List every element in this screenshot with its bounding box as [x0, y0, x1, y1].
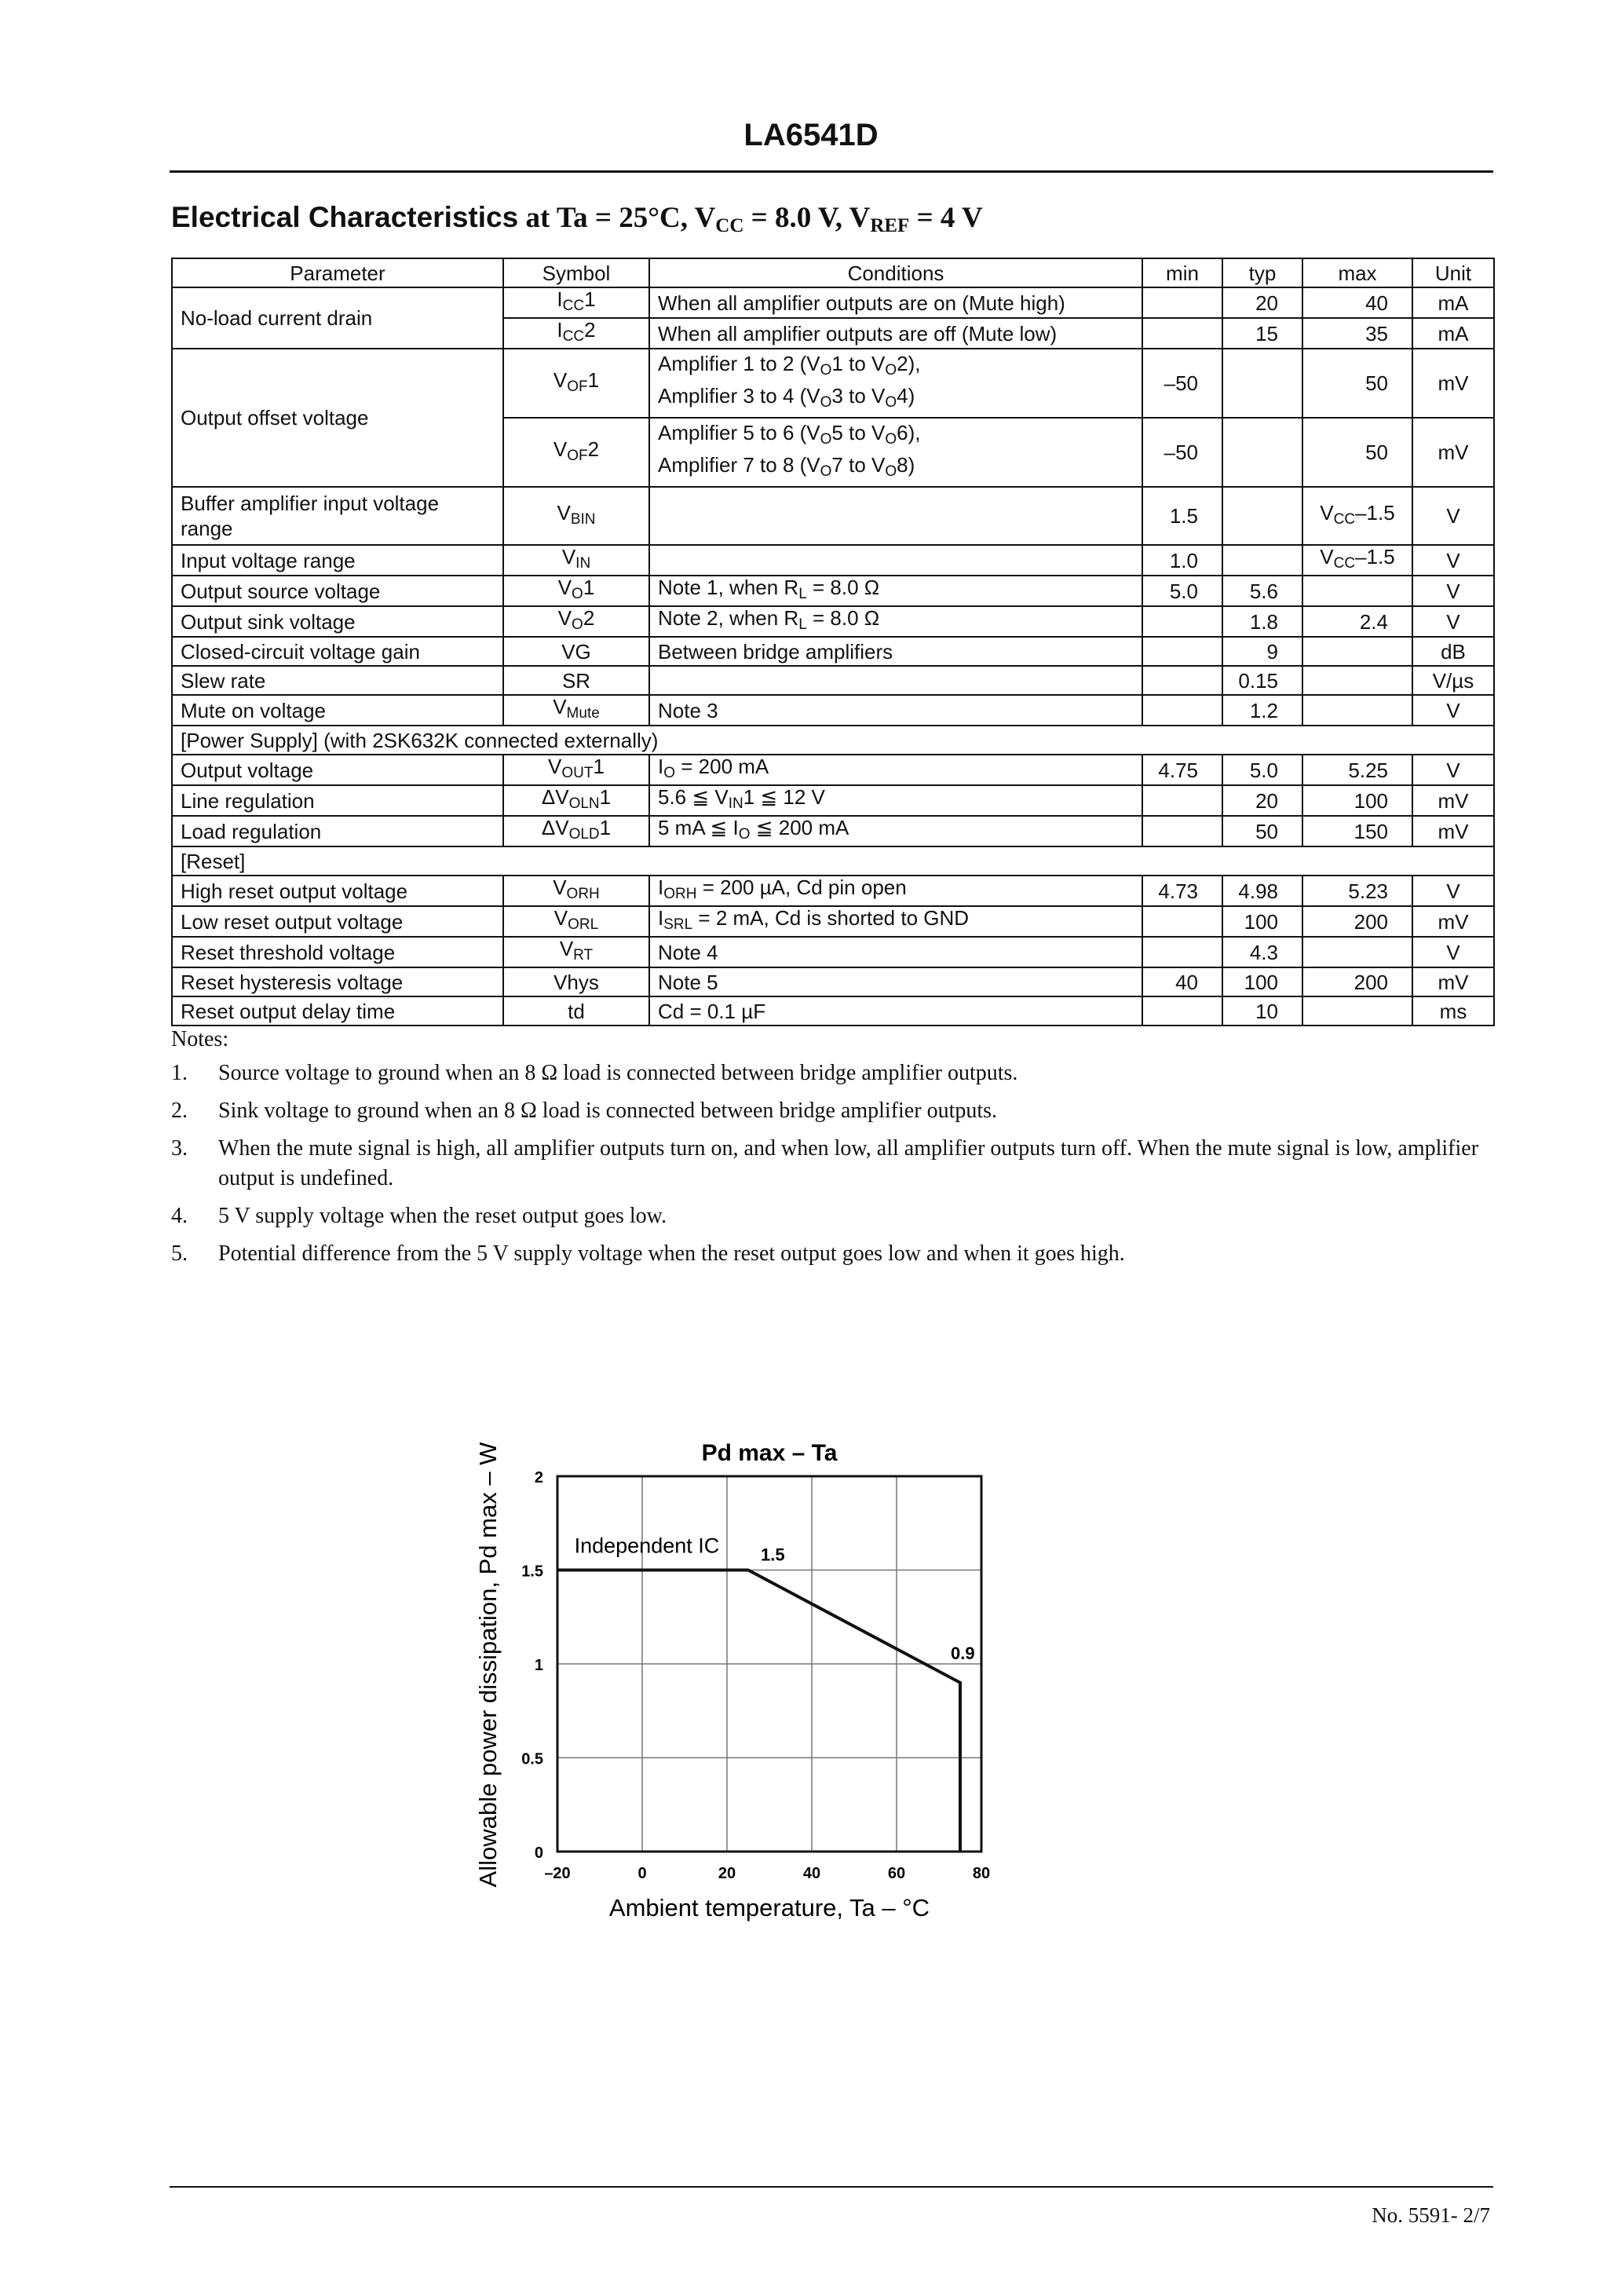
conditions-cell: Amplifier 5 to 6 ($V_O5$ to $V_O6$), Amplifier 7 to 8 ($V_O7$ to $V_O8$) [649, 418, 1142, 487]
min-cell: –50 [1142, 418, 1222, 487]
unit-cell: V [1412, 695, 1494, 726]
min-cell [1142, 695, 1222, 726]
table-row [172, 576, 1494, 606]
typ-cell: 5.0 [1222, 755, 1302, 785]
typ-cell: 50 [1222, 816, 1302, 846]
param-cell: No-load current drain [172, 287, 503, 349]
typ-cell: 10 [1222, 996, 1302, 1026]
min-cell [1142, 937, 1222, 967]
part-number-title: LA6541D [743, 118, 879, 152]
min-cell [1142, 996, 1222, 1026]
symbol-cell: $V_{OUT}1$ [503, 755, 649, 785]
pd-max-ta-chart [455, 1429, 1021, 1963]
note-item: 4. 5 V supply voltage when the reset output goes low. [171, 1204, 667, 1228]
section-title-lead: Electrical Characteristics [171, 201, 519, 233]
table-row [172, 785, 1494, 816]
min-cell [1142, 785, 1222, 816]
table-row [172, 967, 1494, 996]
max-cell [1302, 576, 1412, 606]
notes-section [171, 1027, 1498, 1277]
unit-cell: mV [1412, 816, 1494, 846]
max-cell: 150 [1302, 816, 1412, 846]
param-cell: Slew rate [172, 666, 503, 695]
unit-cell: mA [1412, 318, 1494, 349]
chart-title: Pd max – Ta [701, 1440, 838, 1466]
y-axis-label: Allowable power dissipation, Pd max – W [474, 1442, 502, 1888]
header-symbol: Symbol [503, 258, 649, 287]
symbol-cell: $V_{RT}$ [503, 937, 649, 967]
typ-cell: 20 [1222, 287, 1302, 318]
conditions-cell: $I_{SRL} = 2$ mA, Cd is shorted to GND [649, 906, 1142, 937]
conditions-cell: Note 5 [649, 967, 1142, 996]
min-cell: 4.75 [1142, 755, 1222, 785]
unit-cell: V [1412, 576, 1494, 606]
annotation-label: 1.5 [761, 1545, 785, 1565]
table-row [172, 606, 1494, 637]
symbol-cell: td [503, 996, 649, 1026]
max-cell: 50 [1302, 349, 1412, 418]
y-tick-label: 2 [534, 1469, 543, 1486]
typ-cell [1222, 349, 1302, 418]
power-supply-section-label: [Power Supply] (with 2SK632K connected externally) [172, 726, 1494, 755]
typ-cell: 5.6 [1222, 576, 1302, 606]
table-row [172, 349, 1494, 418]
param-cell: Mute on voltage [172, 695, 503, 726]
conditions-cell: Between bridge amplifiers [649, 637, 1142, 666]
typ-cell: 1.2 [1222, 695, 1302, 726]
y-tick-label: 0.5 [521, 1750, 543, 1768]
symbol-cell: SR [503, 666, 649, 695]
table-row [172, 545, 1494, 576]
param-cell: Output sink voltage [172, 606, 503, 637]
max-cell: 40 [1302, 287, 1412, 318]
unit-cell: mV [1412, 906, 1494, 937]
symbol-cell: $V_{IN}$ [503, 545, 649, 576]
symbol-cell: $V_{BIN}$ [503, 487, 649, 545]
max-cell [1302, 637, 1412, 666]
table-row [172, 816, 1494, 846]
note-item: 2. Sink voltage to ground when an 8 Ω load is connected between bridge amplifier outputs. [171, 1099, 998, 1123]
conditions-cell: $I_{ORH} = 200$ µA, Cd pin open [649, 876, 1142, 906]
unit-cell: V/µs [1412, 666, 1494, 695]
min-cell [1142, 906, 1222, 937]
conditions-cell: $I_O = 200$ mA [649, 755, 1142, 785]
max-cell: 5.25 [1302, 755, 1412, 785]
y-tick-label: 1.5 [521, 1563, 543, 1581]
conditions-cell: Note 3 [649, 695, 1142, 726]
param-cell: Input voltage range [172, 545, 503, 576]
typ-cell [1222, 418, 1302, 487]
section-title [171, 201, 983, 237]
unit-cell: mV [1412, 349, 1494, 418]
max-cell: 200 [1302, 967, 1412, 996]
conditions-cell: Cd = 0.1 µF [649, 996, 1142, 1026]
table-header-row [172, 258, 1494, 287]
conditions-cell: Note 4 [649, 937, 1142, 967]
min-cell: 1.5 [1142, 487, 1222, 545]
param-cell: Output source voltage [172, 576, 503, 606]
table-row [172, 287, 1494, 318]
conditions-cell: When all amplifier outputs are off (Mute low) [649, 318, 1142, 349]
reset-section-label: [Reset] [172, 846, 1494, 876]
max-cell [1302, 996, 1412, 1026]
x-tick-label: 20 [718, 1865, 736, 1882]
max-cell: $V_{CC}-1.5$ [1302, 545, 1412, 576]
typ-cell: 1.8 [1222, 606, 1302, 637]
header-typ: typ [1222, 258, 1302, 287]
table-row [172, 637, 1494, 666]
symbol-cell: $V_{ORH}$ [503, 876, 649, 906]
chart-annotations [761, 1545, 975, 1663]
typ-cell [1222, 545, 1302, 576]
min-cell: 5.0 [1142, 576, 1222, 606]
y-tick-label: 0 [534, 1844, 543, 1862]
symbol-cell: $I_{CC}2$ [503, 318, 649, 349]
typ-cell [1222, 487, 1302, 545]
max-cell: 100 [1302, 785, 1412, 816]
note-item: 1. Source voltage to ground when an 8 Ω load is connected between bridge amplifier outputs. [171, 1061, 1018, 1085]
min-cell [1142, 287, 1222, 318]
typ-cell: 4.98 [1222, 876, 1302, 906]
y-tick-label: 1 [534, 1657, 543, 1674]
param-cell: Reset hysteresis voltage [172, 967, 503, 996]
unit-cell: V [1412, 755, 1494, 785]
conditions-cell: 5 mA ≦ $I_O$ ≦ 200 mA [649, 816, 1142, 846]
min-cell [1142, 637, 1222, 666]
unit-cell: mV [1412, 967, 1494, 996]
unit-cell: dB [1412, 637, 1494, 666]
typ-cell: 20 [1222, 785, 1302, 816]
unit-cell: V [1412, 487, 1494, 545]
symbol-cell: VG [503, 637, 649, 666]
unit-cell: ms [1412, 996, 1494, 1026]
param-cell: Output offset voltage [172, 349, 503, 487]
min-cell [1142, 318, 1222, 349]
min-cell: 40 [1142, 967, 1222, 996]
conditions-cell: Note 1, when $R_L = 8.0$ Ω [649, 576, 1142, 606]
series-line-independent-ic [557, 1570, 960, 1852]
table-row [172, 487, 1494, 545]
symbol-cell: $V_{OF}1$ [503, 349, 649, 418]
table-row [172, 876, 1494, 906]
series-label: Independent IC [574, 1534, 720, 1558]
typ-cell: 9 [1222, 637, 1302, 666]
header-unit: Unit [1412, 258, 1494, 287]
unit-cell: V [1412, 606, 1494, 637]
typ-cell: 4.3 [1222, 937, 1302, 967]
header-conditions: Conditions [649, 258, 1142, 287]
unit-cell: V [1412, 545, 1494, 576]
x-tick-label: 0 [637, 1865, 647, 1882]
table-section-row [172, 726, 1494, 755]
chart-grid [557, 1476, 981, 1852]
electrical-characteristics-table [171, 258, 1495, 1026]
typ-cell: 100 [1222, 906, 1302, 937]
max-cell: 5.23 [1302, 876, 1412, 906]
table-row [172, 906, 1494, 937]
header-parameter: Parameter [172, 258, 503, 287]
note-item: 3. When the mute signal is high, all amplifier outputs turn on, and when low, all amplifier outputs turn off. When the mute signal is low, amplifier output is undefined. [171, 1136, 1479, 1190]
min-cell: 4.73 [1142, 876, 1222, 906]
x-tick-label: –20 [544, 1865, 571, 1882]
symbol-cell: $V_{OF}2$ [503, 418, 649, 487]
table-row [172, 755, 1494, 785]
min-cell: 1.0 [1142, 545, 1222, 576]
unit-cell: V [1412, 937, 1494, 967]
conditions-cell [649, 666, 1142, 695]
unit-cell: mV [1412, 418, 1494, 487]
conditions-cell [649, 487, 1142, 545]
max-cell [1302, 666, 1412, 695]
symbol-cell: $V_O2$ [503, 606, 649, 637]
symbol-cell: $V_{ORL}$ [503, 906, 649, 937]
conditions-cell: When all amplifier outputs are on (Mute high) [649, 287, 1142, 318]
conditions-cell: Note 2, when $R_L = 8.0$ Ω [649, 606, 1142, 637]
annotation-label: 0.9 [951, 1643, 975, 1663]
unit-cell: V [1412, 876, 1494, 906]
max-cell: 200 [1302, 906, 1412, 937]
param-cell: Closed-circuit voltage gain [172, 637, 503, 666]
table-row [172, 996, 1494, 1026]
conditions-cell: Amplifier 1 to 2 ($V_O1$ to $V_O2$), Amplifier 3 to 4 ($V_O3$ to $V_O4$) [649, 349, 1142, 418]
min-cell [1142, 606, 1222, 637]
max-cell: 35 [1302, 318, 1412, 349]
max-cell: 50 [1302, 418, 1412, 487]
param-cell: High reset output voltage [172, 876, 503, 906]
conditions-cell: 5.6 ≦ $V_{IN}1$ ≦ 12 V [649, 785, 1142, 816]
table-row [172, 695, 1494, 726]
param-cell: Buffer amplifier input voltage range [172, 487, 503, 545]
header-rule [170, 170, 1493, 173]
conditions-cell [649, 545, 1142, 576]
header-max: max [1302, 258, 1412, 287]
max-cell [1302, 937, 1412, 967]
param-cell: Reset output delay time [172, 996, 503, 1026]
max-cell [1302, 695, 1412, 726]
min-cell [1142, 816, 1222, 846]
typ-cell: 15 [1222, 318, 1302, 349]
x-tick-labels [544, 1865, 990, 1882]
min-cell [1142, 666, 1222, 695]
max-cell: 2.4 [1302, 606, 1412, 637]
y-tick-labels [521, 1469, 543, 1862]
max-cell: $V_{CC}-1.5$ [1302, 487, 1412, 545]
symbol-cell: $V_{Mute}$ [503, 695, 649, 726]
note-item: 5. Potential difference from the 5 V supply voltage when the reset output goes low and when it goes high. [171, 1241, 1125, 1266]
x-tick-label: 60 [887, 1865, 906, 1882]
footer-doc-number: No. 5591- 2/7 [1372, 2203, 1490, 2227]
param-cell: Load regulation [172, 816, 503, 846]
table-row [172, 666, 1494, 695]
param-cell: Output voltage [172, 755, 503, 785]
symbol-cell: $V_O1$ [503, 576, 649, 606]
footer-rule [170, 2186, 1493, 2188]
table-section-row [172, 846, 1494, 876]
typ-cell: 100 [1222, 967, 1302, 996]
param-cell: Line regulation [172, 785, 503, 816]
param-cell: Low reset output voltage [172, 906, 503, 937]
x-tick-label: 80 [972, 1865, 991, 1882]
section-title-conditions: at Ta = 25°C, $V_{CC} = 8.0$ V, $V_{REF} = 4$ V [518, 202, 983, 236]
symbol-cell: $\Delta V_{OLN}1$ [503, 785, 649, 816]
header-min: min [1142, 258, 1222, 287]
unit-cell: mV [1412, 785, 1494, 816]
typ-cell: 0.15 [1222, 666, 1302, 695]
x-tick-label: 40 [802, 1865, 821, 1882]
min-cell: –50 [1142, 349, 1222, 418]
param-cell: Reset threshold voltage [172, 937, 503, 967]
table-row [172, 937, 1494, 967]
notes-heading: Notes: [171, 1027, 229, 1051]
symbol-cell: $I_{CC}1$ [503, 287, 649, 318]
symbol-cell: Vhys [503, 967, 649, 996]
symbol-cell: $\Delta V_{OLD}1$ [503, 816, 649, 846]
unit-cell: mA [1412, 287, 1494, 318]
x-axis-label: Ambient temperature, Ta – °C [608, 1894, 930, 1921]
